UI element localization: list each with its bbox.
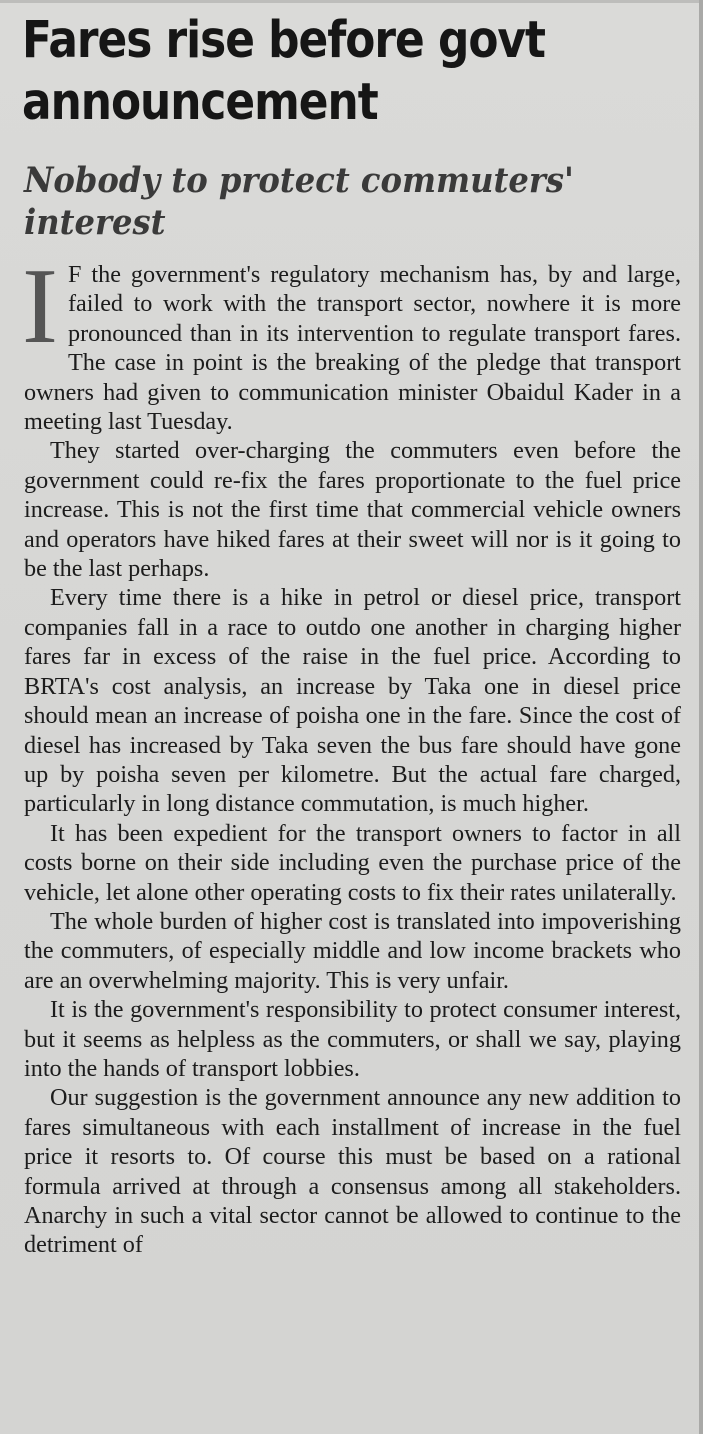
- paragraph-7: Our suggestion is the government announce any new addition to fares simultaneous with each installment of increase in the fuel price it resorts to. Of course this must be based on a rational formula arrived at through a consensus among all stakeholders. Anarchy in such a vital sector cannot be allowed to continue to the detriment of: [24, 1084, 681, 1259]
- drop-cap: I: [22, 247, 58, 366]
- paragraph-1-text: F the government's regulatory mechanism has, by and large, failed to work with the transport sector, nowhere it is more pronounced than in its intervention to regulate transport fares. The case in point is the breaking of the pledge that transport owners had given to communication minister Obaidul Kader in a meeting last Tuesday.: [24, 261, 681, 436]
- paragraph-5: The whole burden of higher cost is translated into impoverishing the commuters, of especially middle and low income brackets who are an overwhelming majority. This is very unfair.: [24, 907, 681, 994]
- paragraph-3: Every time there is a hike in petrol or diesel price, transport companies fall in a race to outdo one another in charging higher fares far in excess of the raise in the fuel price. According to BRTA's cost analysis, an increase by Taka one in diesel price should mean an increase of poisha one in the fare. Since the cost of diesel has increased by Taka seven the bus fare should have gone up by poisha seven per kilometre. But the actual fare charged, particularly in long distance commutation, is much higher.: [24, 584, 681, 818]
- headline: Fares rise before govt announcement: [22, 11, 545, 132]
- paragraph-1: [22, 247, 681, 436]
- paragraph-4: It has been expedient for the transport owners to factor in all costs borne on their side including even the purchase price of the vehicle, let alone other operating costs to fix their rates unilaterally.: [24, 819, 681, 906]
- paragraph-6: It is the government's responsibility to protect consumer interest, but it seems as helpless as the commuters, or shall we say, playing into the hands of transport lobbies.: [24, 996, 681, 1082]
- subheadline: Nobody to protect commuters' interest: [24, 160, 574, 243]
- paragraph-2: They started over-charging the commuters even before the government could re-fix the fares proportionate to the fuel price increase. This is not the first time that commercial vehicle owners and operators have hiked fares at their sweet will nor is it going to be the last perhaps.: [24, 437, 681, 583]
- article-body: [22, 247, 681, 1260]
- clipping-top-edge: [0, 0, 703, 3]
